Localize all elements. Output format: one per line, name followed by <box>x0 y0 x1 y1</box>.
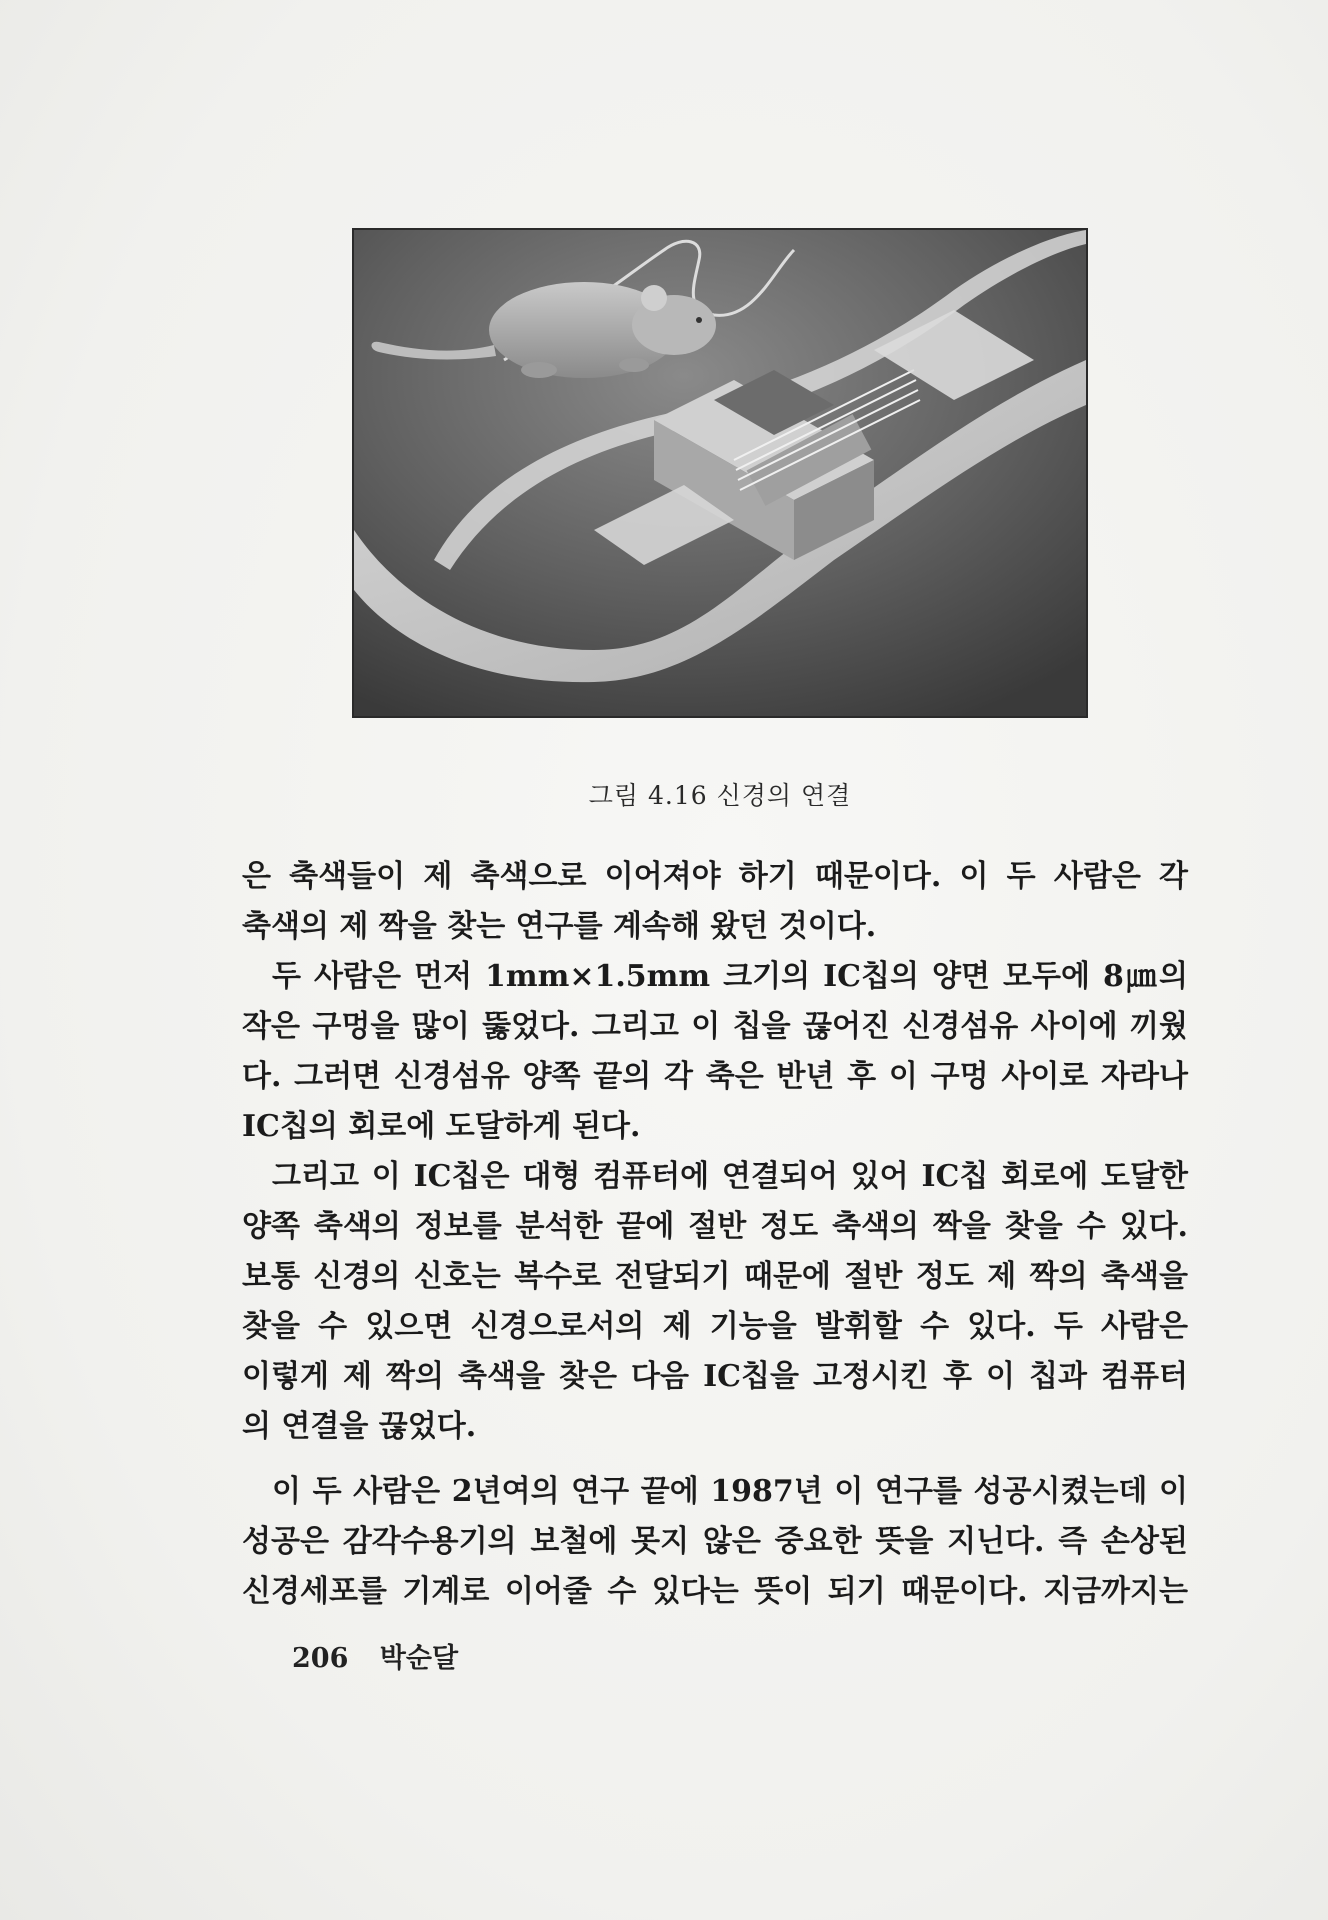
text-line: 이렇게 제 짝의 축색을 찾은 다음 IC칩을 고정시킨 후 이 칩과 컴퓨터 <box>242 1359 1188 1394</box>
text-line: 두 사람은 먼저 1mm×1.5mm 크기의 IC칩의 양면 모두에 8㎛의 <box>272 959 1188 994</box>
figure-nerve-connection <box>352 228 1088 718</box>
text-line: IC칩의 회로에 도달하게 된다. <box>242 1109 641 1144</box>
text-line: 의 연결을 끊었다. <box>242 1409 477 1444</box>
text-line: 이 두 사람은 2년여의 연구 끝에 1987년 이 연구를 성공시켰는데 이 <box>272 1474 1188 1509</box>
text-line: 다. 그러면 신경섬유 양쪽 끝의 각 축은 반년 후 이 구멍 사이로 자라나 <box>242 1059 1188 1094</box>
text-line: 양쪽 축색의 정보를 분석한 끝에 절반 정도 축색의 짝을 찾을 수 있다. <box>242 1209 1188 1244</box>
author-name: 박순달 <box>379 1643 459 1674</box>
text-line: 보통 신경의 신호는 복수로 전달되기 때문에 절반 정도 제 짝의 축색을 <box>242 1259 1188 1294</box>
text-line: 신경세포를 기계로 이어줄 수 있다는 뜻이 되기 때문이다. 지금까지는 <box>242 1574 1188 1609</box>
body-text <box>242 852 1188 1617</box>
text-line: 찾을 수 있으면 신경으로서의 제 기능을 발휘할 수 있다. 두 사람은 <box>242 1309 1188 1344</box>
page-footer <box>292 1636 458 1675</box>
text-line: 축색의 제 짝을 찾는 연구를 계속해 왔던 것이다. <box>242 909 877 944</box>
text-line: 그리고 이 IC칩은 대형 컴퓨터에 연결되어 있어 IC칩 회로에 도달한 <box>272 1159 1188 1194</box>
figure-caption: 그림 4.16 신경의 연결 <box>588 781 852 810</box>
text-line: 은 축색들이 제 축색으로 이어져야 하기 때문이다. 이 두 사람은 각 <box>242 859 1188 894</box>
text-line: 작은 구멍을 많이 뚫었다. 그리고 이 칩을 끊어진 신경섬유 사이에 끼웠 <box>242 1009 1188 1044</box>
page-number: 206 <box>292 1643 349 1674</box>
text-line: 성공은 감각수용기의 보철에 못지 않은 중요한 뜻을 지닌다. 즉 손상된 <box>242 1524 1188 1559</box>
